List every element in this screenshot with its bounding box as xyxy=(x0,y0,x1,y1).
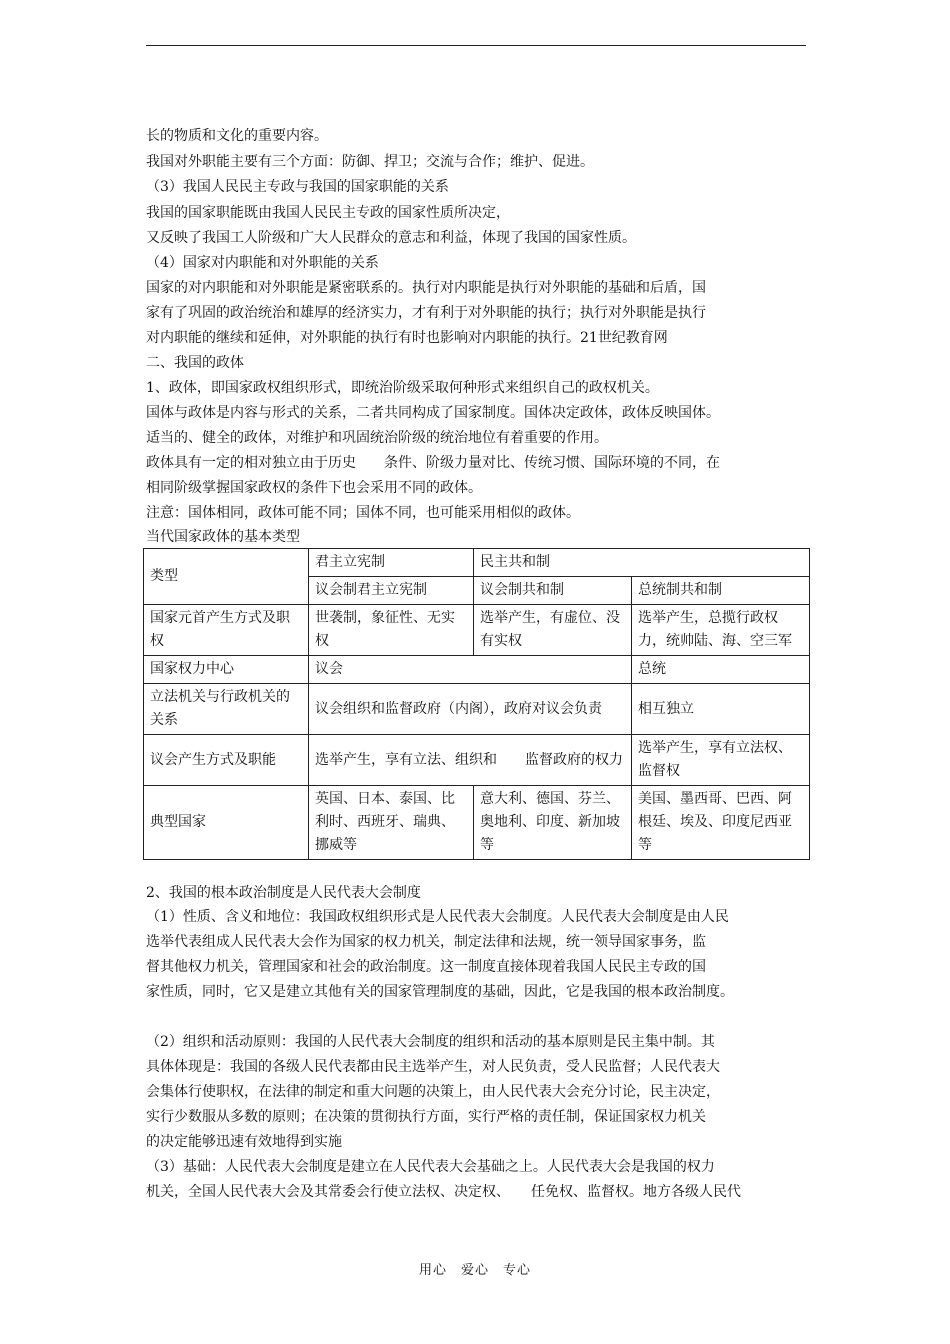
paragraph-line: 适当的、健全的政体，对维护和巩固统治阶级的统治地位有着重要的作用。 xyxy=(146,430,608,446)
paragraph-line: 的决定能够迅速有效地得到实施 xyxy=(146,1134,342,1150)
paragraph-line: 督其他权力机关，管理国家和社会的政治制度。这一制度直接体现着我国人民民主专政的国 xyxy=(146,959,706,975)
table-cell: 英国、日本、泰国、比利时、西班牙、瑞典、挪威等 xyxy=(309,786,474,860)
paragraph-line: （3）基础：人民代表大会制度是建立在人民代表大会基础之上。人民代表大会是我国的权力 xyxy=(146,1159,715,1175)
paragraph-line: （1）性质、含义和地位：我国政权组织形式是人民代表大会制度。人民代表大会制度是由人民 xyxy=(146,909,729,925)
table-cell: 议会组织和监督政府（内阁），政府对议会负责 xyxy=(309,684,632,735)
paragraph-line: （2）组织和活动原则：我国的人民代表大会制度的组织和活动的基本原则是民主集中制。其 xyxy=(146,1034,715,1050)
table-cell: 相互独立 xyxy=(632,684,810,735)
paragraph-line: 又反映了我国工人阶级和广大人民群众的意志和利益，体现了我国的国家性质。 xyxy=(146,230,636,246)
table-cell: 选举产生，总揽行政权力，统帅陆、海、空三军 xyxy=(632,605,810,656)
paragraph-line: 选举代表组成人民代表大会作为国家的权力机关，制定法律和法规，统一领导国家事务，监 xyxy=(146,934,706,950)
table-cell: 民主共和制 xyxy=(474,549,810,577)
table-row xyxy=(144,549,810,577)
table-cell: 总统制共和制 xyxy=(632,577,810,605)
table-cell: 选举产生，有虚位、没有实权 xyxy=(474,605,632,656)
page-footer: 用心 爱心 专心 xyxy=(418,1263,531,1278)
section-heading: 2、我国的根本政治制度是人民代表大会制度 xyxy=(146,885,421,901)
paragraph-line: 相同阶级掌握国家政权的条件下也会采用不同的政体。 xyxy=(146,480,482,496)
paragraph-line: 机关，全国人民代表大会及其常委会行使立法权、决定权、 任免权、监督权。地方各级人民代 xyxy=(146,1184,741,1200)
paragraph-line: 会集体行使职权，在法律的制定和重大问题的决策上，由人民代表大会充分讨论，民主决定， xyxy=(146,1084,720,1100)
section-heading: （4）国家对内职能和对外职能的关系 xyxy=(146,255,379,271)
paragraph-line: 我国的国家职能既由我国人民民主专政的国家性质所决定， xyxy=(146,205,510,221)
paragraph-line: 国体与政体是内容与形式的关系，二者共同构成了国家制度。国体决定政体，政体反映国体。 xyxy=(146,405,720,421)
paragraph-line: 注意：国体相同，政体可能不同；国体不同，也可能采用相似的政体。 xyxy=(146,505,580,521)
table-cell: 议会制共和制 xyxy=(474,577,632,605)
table-cell: 议会 xyxy=(309,656,632,684)
table-caption: 当代国家政体的基本类型 xyxy=(146,529,300,545)
table-cell: 美国、墨西哥、巴西、阿根廷、埃及、印度尼西亚等 xyxy=(632,786,810,860)
paragraph-line: 家有了巩固的政治统治和雄厚的经济实力，才有利于对外职能的执行；执行对外职能是执行 xyxy=(146,305,706,321)
table-cell: 世袭制，象征性、无实权 xyxy=(309,605,474,656)
paragraph-line: 国家的对内职能和对外职能是紧密联系的。执行对内职能是执行对外职能的基础和后盾，国 xyxy=(146,280,706,296)
table-cell: 立法机关与行政机关的关系 xyxy=(144,684,309,735)
table-cell: 选举产生，享有立法、组织和 监督政府的权力 xyxy=(309,735,632,786)
table-cell: 总统 xyxy=(632,656,810,684)
paragraph-line: 1、政体，即国家政权组织形式，即统治阶级采取何种形式来组织自己的政权机关。 xyxy=(146,380,659,396)
header-rule xyxy=(146,45,806,46)
table-row xyxy=(144,786,810,860)
paragraph-line: 对内职能的继续和延伸，对外职能的执行有时也影响对内职能的执行。21世纪教育网 xyxy=(146,330,668,346)
table-cell: 国家元首产生方式及职权 xyxy=(144,605,309,656)
section-heading: （3）我国人民民主专政与我国的国家职能的关系 xyxy=(146,179,449,195)
table-cell: 君主立宪制 xyxy=(309,549,474,577)
table-row xyxy=(144,735,810,786)
paragraph-line: 家性质，同时，它又是建立其他有关的国家管理制度的基础，因此，它是我国的根本政治制度。 xyxy=(146,984,734,1000)
paragraph-line: 我国对外职能主要有三个方面：防御、捍卫；交流与合作；维护、促进。 xyxy=(146,154,594,170)
paragraph-line: 具体体现是：我国的各级人民代表都由民主选举产生，对人民负责，受人民监督；人民代表大 xyxy=(146,1059,720,1075)
table-cell: 议会产生方式及职能 xyxy=(144,735,309,786)
table-cell: 议会制君主立宪制 xyxy=(309,577,474,605)
paragraph-line: 实行少数服从多数的原则；在决策的贯彻执行方面，实行严格的责任制，保证国家权力机关 xyxy=(146,1109,706,1125)
table-cell: 类型 xyxy=(144,549,309,605)
paragraph-line: 政体具有一定的相对独立由于历史 条件、阶级力量对比、传统习惯、国际环境的不同，在 xyxy=(146,455,720,471)
section-heading: 二、我国的政体 xyxy=(146,355,244,371)
table-row xyxy=(144,684,810,735)
table-cell: 选举产生，享有立法权、监督权 xyxy=(632,735,810,786)
table-cell: 意大利、德国、芬兰、奥地利、印度、新加坡等 xyxy=(474,786,632,860)
table-cell: 国家权力中心 xyxy=(144,656,309,684)
government-types-table xyxy=(143,548,810,860)
table-row xyxy=(144,605,810,656)
table-row xyxy=(144,656,810,684)
table-cell: 典型国家 xyxy=(144,786,309,860)
paragraph-line: 长的物质和文化的重要内容。 xyxy=(146,128,328,144)
